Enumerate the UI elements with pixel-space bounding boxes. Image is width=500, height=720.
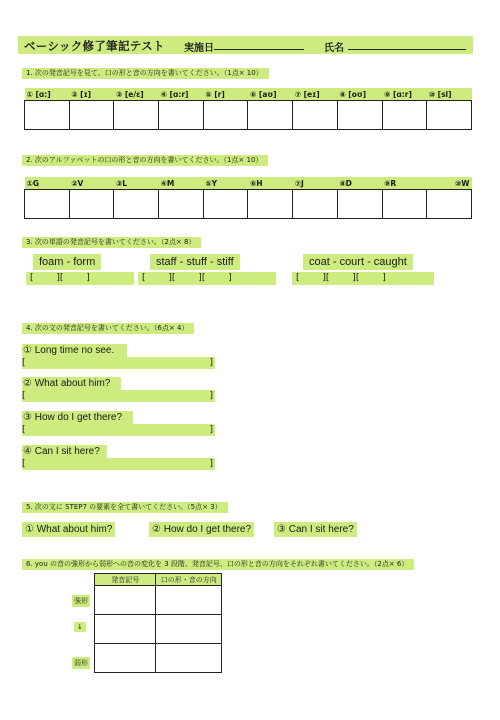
s2-answer-box[interactable] xyxy=(114,190,159,219)
s2-answer-box[interactable] xyxy=(382,190,427,219)
date-field[interactable] xyxy=(214,49,304,50)
s2-answer-box[interactable] xyxy=(427,190,472,219)
s6-answer-box[interactable] xyxy=(95,644,156,673)
close-bracket: ] xyxy=(209,425,213,435)
s2-answer-box[interactable] xyxy=(248,190,293,219)
name-label: 氏名 xyxy=(324,43,344,54)
s1-answer-box[interactable] xyxy=(159,101,204,130)
s2-answer-box[interactable] xyxy=(293,190,338,219)
s1-answer-box[interactable] xyxy=(427,101,472,130)
open-bracket: [ xyxy=(22,391,26,401)
open-bracket: [ xyxy=(22,358,26,368)
open-bracket: [ xyxy=(22,425,26,435)
s1-label-9: ⑨ [ɑ:r] xyxy=(382,88,427,101)
s1-answer-box[interactable] xyxy=(69,101,114,130)
s4-sentence: ① Long time no see. xyxy=(22,344,127,357)
s2-answer-box[interactable] xyxy=(69,190,114,219)
section-4-title: 4. 次の文の発音記号を書いてください。（6点× 4） xyxy=(22,323,194,334)
s1-answer-box[interactable] xyxy=(337,101,382,130)
s2-answer-box[interactable] xyxy=(337,190,382,219)
s6-answer-box[interactable] xyxy=(95,586,156,615)
s1-label-7: ⑦ [eɪ] xyxy=(293,88,338,101)
s2-label-6: ⑥H xyxy=(248,177,293,190)
s3-words-2: staff - stuff - stiff xyxy=(150,254,240,270)
s2-answer-box[interactable] xyxy=(203,190,248,219)
s4-answer-field[interactable] xyxy=(22,357,215,369)
s4-question-1 xyxy=(22,344,215,369)
s4-question-4 xyxy=(22,445,215,470)
s4-sentence: ③ How do I get there? xyxy=(22,411,133,424)
close-bracket: ] xyxy=(209,358,213,368)
s2-label-7: ⑦J xyxy=(293,177,338,190)
s3-brackets-1[interactable]: [ ][ ] xyxy=(26,272,134,285)
name-field[interactable] xyxy=(348,49,466,50)
s6-col-header-ipa: 発音記号 xyxy=(95,574,156,586)
s2-label-4: ④M xyxy=(159,177,204,190)
s1-answer-box[interactable] xyxy=(382,101,427,130)
close-bracket: ] xyxy=(209,459,213,469)
s3-words-1: foam - form xyxy=(33,254,101,270)
s2-label-9: ⑨R xyxy=(382,177,427,190)
s1-label-3: ③ [e/ɛ] xyxy=(114,88,159,101)
section-1-grid xyxy=(24,88,472,130)
s1-label-2: ② [ɪ] xyxy=(69,88,114,101)
s6-row-label-arrow: ↓ xyxy=(74,622,86,632)
s4-sentence: ④ Can I sit here? xyxy=(22,445,107,458)
section-6-table xyxy=(94,573,222,673)
s4-answer-field[interactable] xyxy=(22,390,215,402)
section-1-title: 1. 次の発音記号を見て、口の形と音の方向を書いてください。（1点× 10） xyxy=(22,68,269,79)
s1-answer-box[interactable] xyxy=(25,101,70,130)
document-title: ベーシック修了筆記テスト xyxy=(24,39,165,53)
s1-answer-box[interactable] xyxy=(248,101,293,130)
s6-col-header-mouth: 口の形・音の方向 xyxy=(156,574,222,586)
section-5-title: 5. 次の文に STEP7 の要素を全て書いてください。（5点× 3） xyxy=(22,502,228,513)
date-label: 実施日 xyxy=(184,43,214,54)
s2-answer-box[interactable] xyxy=(159,190,204,219)
s4-answer-field[interactable] xyxy=(22,424,215,436)
s1-label-6: ⑥ [aʊ] xyxy=(248,88,293,101)
s3-words-3: coat - court - caught xyxy=(303,254,413,270)
section-6-title: 6. you の音の強形から弱形への音の変化を 3 段階、発音記号、口の形と音の方向をそれぞれ書いてください。（2点× 6） xyxy=(22,559,414,570)
s2-label-10: ⑩W xyxy=(427,177,472,190)
section-3-title: 3. 次の単語の発音記号を書いてください。（2点× 8） xyxy=(22,237,201,248)
s1-label-4: ④ [ɑ:r] xyxy=(159,88,204,101)
s4-answer-field[interactable] xyxy=(22,458,215,470)
s1-answer-box[interactable] xyxy=(293,101,338,130)
s2-label-5: ⑤Y xyxy=(203,177,248,190)
s4-question-3 xyxy=(22,411,215,436)
section-2-title: 2. 次のアルファベットの口の形と音の方向を書いてください。（1点× 10） xyxy=(22,155,268,166)
s3-brackets-3[interactable]: [ ][ ][ ] xyxy=(292,272,434,285)
s6-answer-box[interactable] xyxy=(156,644,222,673)
open-bracket: [ xyxy=(22,459,26,469)
s6-row-label-weak: 弱形 xyxy=(74,659,88,667)
s2-label-2: ②V xyxy=(69,177,114,190)
title-bar xyxy=(18,36,473,54)
s2-label-8: ⑧D xyxy=(337,177,382,190)
s1-label-8: ⑧ [oʊ] xyxy=(337,88,382,101)
s6-answer-box[interactable] xyxy=(95,615,156,644)
s2-label-1: ①G xyxy=(25,177,70,190)
s1-label-5: ⑤ [r] xyxy=(203,88,248,101)
s2-label-3: ③L xyxy=(114,177,159,190)
s4-sentence: ② What about him? xyxy=(22,377,121,390)
s5-item-2: ② How do I get there? xyxy=(149,522,254,537)
s1-label-10: ⑩ [sl] xyxy=(427,88,472,101)
s6-row-label-strong: 強形 xyxy=(74,597,88,605)
s4-question-2 xyxy=(22,377,215,402)
s2-answer-box[interactable] xyxy=(25,190,70,219)
close-bracket: ] xyxy=(209,391,213,401)
s1-label-1: ① [ɑ:] xyxy=(25,88,70,101)
s3-brackets-2[interactable]: [ ][ ][ ] xyxy=(138,272,276,285)
s6-answer-box[interactable] xyxy=(156,586,222,615)
s5-item-1: ① What about him? xyxy=(22,522,115,537)
s5-item-3: ③ Can I sit here? xyxy=(274,522,357,537)
s1-answer-box[interactable] xyxy=(114,101,159,130)
s1-answer-box[interactable] xyxy=(203,101,248,130)
s6-answer-box[interactable] xyxy=(156,615,222,644)
section-2-grid xyxy=(24,177,472,219)
